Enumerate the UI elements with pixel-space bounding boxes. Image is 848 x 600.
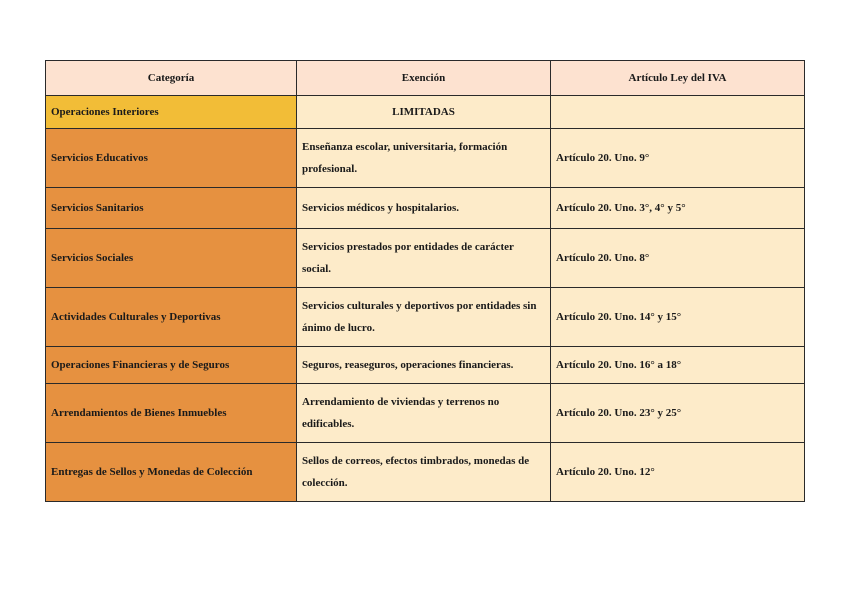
category-cell: Servicios Sanitarios [46,188,297,229]
category-cell: Arrendamientos de Bienes Inmuebles [46,384,297,443]
table-row [46,96,805,129]
table-row [46,229,805,288]
category-cell: Actividades Culturales y Deportivas [46,288,297,347]
exemption-cell: Sellos de correos, efectos timbrados, monedas de colección. [297,443,551,502]
table-row [46,347,805,384]
exemption-cell: Servicios médicos y hospitalarios. [297,188,551,229]
exemption-cell: Enseñanza escolar, universitaria, formación profesional. [297,129,551,188]
article-cell: Artículo 20. Uno. 9° [551,129,805,188]
exemption-cell: Servicios culturales y deportivos por entidades sin ánimo de lucro. [297,288,551,347]
category-cell: Servicios Educativos [46,129,297,188]
article-cell: Artículo 20. Uno. 23° y 25° [551,384,805,443]
category-cell: Servicios Sociales [46,229,297,288]
table-row [46,443,805,502]
exemption-cell: Seguros, reaseguros, operaciones financieras. [297,347,551,384]
table-header-row [46,61,805,96]
article-cell [551,96,805,129]
category-cell: Entregas de Sellos y Monedas de Colección [46,443,297,502]
table-row [46,129,805,188]
header-exemption: Exención [297,61,551,96]
category-cell: Operaciones Interiores [46,96,297,129]
article-cell: Artículo 20. Uno. 16° a 18° [551,347,805,384]
header-article: Artículo Ley del IVA [551,61,805,96]
iva-exemptions-table [45,60,805,502]
header-category: Categoría [46,61,297,96]
category-cell: Operaciones Financieras y de Seguros [46,347,297,384]
article-cell: Artículo 20. Uno. 3°, 4° y 5° [551,188,805,229]
table-row [46,384,805,443]
exemption-cell: Arrendamiento de viviendas y terrenos no edificables. [297,384,551,443]
article-cell: Artículo 20. Uno. 8° [551,229,805,288]
exemption-cell: Servicios prestados por entidades de carácter social. [297,229,551,288]
table-row [46,188,805,229]
exemption-cell: LIMITADAS [297,96,551,129]
article-cell: Artículo 20. Uno. 14° y 15° [551,288,805,347]
table-row [46,288,805,347]
article-cell: Artículo 20. Uno. 12° [551,443,805,502]
